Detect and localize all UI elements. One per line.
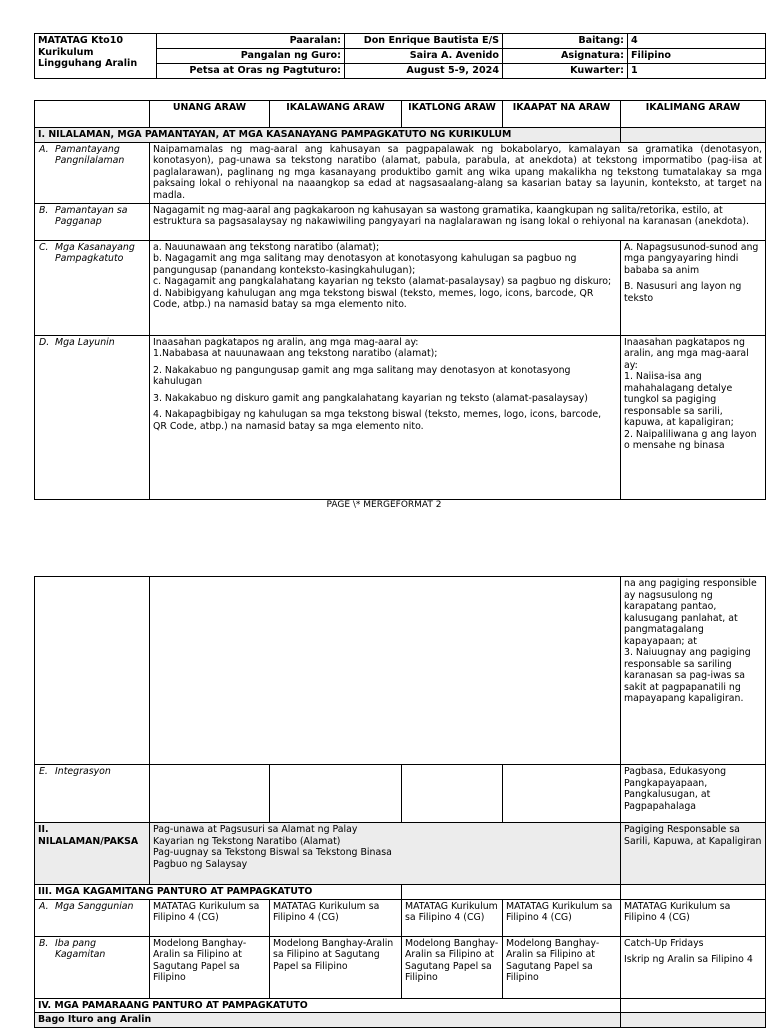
performance-standard: Nagagamit ng mag-aaral ang pagkakaroon ng kahusayan sa wastong gramatika, kaangkupan ng salita/retorika, estilo, at estruktura sa pagsasalaysay ng nakawiwiling pangyayari na naglalarawan ng isang lokal o rehiyonal na karanasan (anekdota). xyxy=(150,203,766,240)
lesson-table-page2 xyxy=(34,576,766,1028)
objectives-day5-continued xyxy=(621,577,766,765)
grade-label: Baitang: xyxy=(503,34,628,49)
row-c-letter: C. xyxy=(39,241,49,253)
reference-day1: MATATAG Kurikulum sa Filipino 4 (CG) xyxy=(150,899,270,936)
integration-day4 xyxy=(503,765,621,823)
subject-value: Filipino xyxy=(628,49,766,64)
materials-day2: Modelong Banghay-Aralin sa Filipino at Sagutang Papel sa Filipino xyxy=(270,936,402,998)
page-footer: PAGE \* MERGEFORMAT 2 xyxy=(326,500,442,510)
section-2-content xyxy=(150,823,621,885)
competency-item: b. Nagagamit ang mga salitang may denotasyon at konotasyong kahulugan sa pagbuo ng pangungusap (panandang konteksto-kasingkahulugan); xyxy=(153,253,577,276)
day-1-header: UNANG ARAW xyxy=(150,101,270,128)
row-b-letter: B. xyxy=(39,204,49,216)
before-lesson-blank xyxy=(621,1013,766,1028)
row-e-letter: E. xyxy=(39,766,48,777)
day-2-header: IKALAWANG ARAW xyxy=(270,101,402,128)
section-3-blank-a xyxy=(402,885,621,900)
competency-item: d. Nabibigyang kahulugan ang mga tekstong biswal (teksto, memes, logo, icons, barcode, QR Code, atbp.) na namasid batay sa mga elemento nito. xyxy=(153,287,594,310)
row-kagamitan-letter: B. xyxy=(39,937,49,949)
topic-line: Pag-uugnay sa Tekstong Biswal sa Tekstong Binasa xyxy=(153,847,392,858)
competency-day5-b: B. Nasusuri ang layon ng teksto xyxy=(624,281,742,304)
materials-day3: Modelong Banghay-Aralin sa Filipino at Sagutang Papel sa Filipino xyxy=(402,936,503,998)
topic-line: Pagbuo ng Salaysay xyxy=(153,858,248,870)
row-e-label xyxy=(35,765,150,823)
competencies-day5 xyxy=(621,240,766,335)
content-standard: Naipamamalas ng mag-aaral ang kahusayan sa pagpapalawak ng bokabolaryo, kamalayan sa gramatika (denotasyon, konotasyon), pag-unawa sa tekstong naratibo (alamat, pabula, parabula, at anekdota) at tekstong impormatibo (pag-iisa at paglalarawan), paglinang ng mga kasanayang produktibo gamit ang wika upang makalikha ng tekstong tumatalakay sa mga paksaing lokal o rehiyonal na naaangkop sa edad at nagsasaalang-alang sa kasarian batay sa layunin, konteksto, at target na madla. xyxy=(150,142,766,203)
school-label: Paaralan: xyxy=(157,34,345,49)
section-2-title: II. NILALAMAN/PAKSA xyxy=(35,823,150,885)
row-a-label xyxy=(35,142,150,203)
section-1-title: I. NILALAMAN, MGA PAMANTAYAN, AT MGA KASANAYANG PAMPAGKATUTO NG KURIKULUM xyxy=(35,128,621,143)
learning-competencies xyxy=(150,240,621,335)
day-4-header: IKAAPAT NA ARAW xyxy=(503,101,621,128)
row-d-text: Mga Layunin xyxy=(55,336,115,348)
objective-item: 2. Nakakabuo ng pangungusap gamit ang mga salitang may denotasyon at konotasyong kahulugan xyxy=(153,364,571,387)
continued-label-blank xyxy=(35,577,150,765)
continued-objectives-blank xyxy=(150,577,621,765)
objectives-day5-2: 2. Naipaliliwana g ang layon o mensahe ng binasa xyxy=(624,428,757,451)
row-a-text: Pamantayang Pangnilalaman xyxy=(55,143,125,166)
teacher-value: Saira A. Avenido xyxy=(345,49,503,64)
integration-day2 xyxy=(270,765,402,823)
subject-label: Asignatura: xyxy=(503,49,628,64)
school-value: Don Enrique Bautista E/S xyxy=(345,34,503,49)
row-b-text: Pamantayan sa Pagganap xyxy=(55,204,128,227)
integration-day1 xyxy=(150,765,270,823)
objectives-day5-intro: Inaasahan pagkatapos ng aralin, ang mga mag-aaral ay: xyxy=(624,336,749,371)
empty-corner xyxy=(35,101,150,128)
integration-day5: Pagbasa, Edukasyong Pangkapayapaan, Pangkalusugan, at Pagpapahalaga xyxy=(621,765,766,823)
row-kagamitan-label xyxy=(35,936,150,998)
quarter-label: Kuwarter: xyxy=(503,64,628,79)
teacher-label: Pangalan ng Guro: xyxy=(157,49,345,64)
reference-day5: MATATAG Kurikulum sa Filipino 4 (CG) xyxy=(621,899,766,936)
objectives-day5-1: 1. Naiisa-isa ang mahahalagang detalye tungkol sa pagiging responsable sa sarili, kapuwa, at kapaligiran; xyxy=(624,371,734,428)
objectives-day5-3: 3. Naiuugnay ang pagiging responsable sa sariling karanasan sa pag-iwas sa sakit at pagpapanatili ng mapayapang kapaligiran. xyxy=(624,647,751,704)
topic-line: Kayarian ng Tekstong Naratibo (Alamat) xyxy=(153,835,341,847)
header-table xyxy=(34,33,766,79)
objectives xyxy=(150,335,621,499)
row-sanggunian-letter: A. xyxy=(39,900,49,912)
row-kagamitan-text: Iba pang Kagamitan xyxy=(55,937,106,960)
topic-line: Pag-unawa at Pagsusuri sa Alamat ng Palay xyxy=(153,824,358,835)
row-c-text: Mga Kasanayang Pampagkatuto xyxy=(55,241,135,264)
row-sanggunian-label xyxy=(35,899,150,936)
quarter-value: 1 xyxy=(628,64,766,79)
section-3-blank-b xyxy=(621,885,766,900)
materials-day5-1: Catch-Up Fridays xyxy=(624,937,704,949)
competency-item: a. Nauunawaan ang tekstong naratibo (alamat); xyxy=(153,241,380,253)
before-lesson-title: Bago Ituro ang Aralin xyxy=(35,1013,621,1028)
objectives-intro: Inaasahan pagkatapos ng aralin, ang mga mag-aaral ay: xyxy=(153,336,419,348)
materials-day4: Modelong Banghay-Aralin sa Filipino at Sagutang Papel sa Filipino xyxy=(503,936,621,998)
materials-day5-2: Iskrip ng Aralin sa Filipino 4 xyxy=(624,954,753,965)
section-2-day5: Pagiging Responsable sa Sarili, Kapuwa, at Kapaligiran xyxy=(621,823,766,885)
materials-day5 xyxy=(621,936,766,998)
row-e-text: Integrasyon xyxy=(55,766,111,777)
lesson-table-page1 xyxy=(34,100,766,500)
section-1-day5-blank xyxy=(621,128,766,143)
reference-day3: MATATAG Kurikulum sa Filipino 4 (CG) xyxy=(402,899,503,936)
competency-day5-a: A. Napagsusunod-sunod ang mga pangyayaring hindi bababa sa anim xyxy=(624,241,759,276)
row-d-label xyxy=(35,335,150,499)
objectives-day5 xyxy=(621,335,766,499)
day-3-header: IKATLONG ARAW xyxy=(402,101,503,128)
integration-day3 xyxy=(402,765,503,823)
doc-title: MATATAG Kto10 Kurikulum Lingguhang Aralin xyxy=(35,34,157,79)
reference-day4: MATATAG Kurikulum sa Filipino 4 (CG) xyxy=(503,899,621,936)
row-a-letter: A. xyxy=(39,143,49,155)
day-5-header: IKALIMANG ARAW xyxy=(621,101,766,128)
row-sanggunian-text: Mga Sanggunian xyxy=(55,900,134,912)
section-4-blank xyxy=(621,998,766,1013)
objective-item: 1.Nababasa at nauunawaan ang tekstong naratibo (alamat); xyxy=(153,348,438,359)
competency-item: c. Nagagamit ang pangkalahatang kayarian ng teksto (alamat-pasalaysay) sa pagbuo ng diskuro; xyxy=(153,276,612,287)
row-d-letter: D. xyxy=(39,336,50,348)
date-value: August 5-9, 2024 xyxy=(345,64,503,79)
reference-day2: MATATAG Kurikulum sa Filipino 4 (CG) xyxy=(270,899,402,936)
section-4-title: IV. MGA PAMARAANG PANTURO AT PAMPAGKATUTO xyxy=(35,998,621,1013)
objective-item: 4. Nakapagbibigay ng kahulugan sa mga tekstong biswal (teksto, memes, logo, icons, barcode, QR Code, atbp.) na namasid batay sa mga elemento nito. xyxy=(153,409,602,432)
objectives-day5-cont-text: na ang pagiging responsible ay nagsusulong ng karapatang pantao, kalusugang panlahat, at pangmatagalang kapayapaan; at xyxy=(624,578,757,647)
date-label: Petsa at Oras ng Pagtuturo: xyxy=(157,64,345,79)
row-c-label xyxy=(35,240,150,335)
grade-value: 4 xyxy=(628,34,766,49)
objective-item: 3. Nakakabuo ng diskuro gamit ang pangkalahatang kayarian ng teksto (alamat-pasalaysay) xyxy=(153,392,588,404)
materials-day1: Modelong Banghay-Aralin sa Filipino at Sagutang Papel sa Filipino xyxy=(150,936,270,998)
section-3-title: III. MGA KAGAMITANG PANTURO AT PAMPAGKATUTO xyxy=(35,885,402,900)
row-b-label xyxy=(35,203,150,240)
